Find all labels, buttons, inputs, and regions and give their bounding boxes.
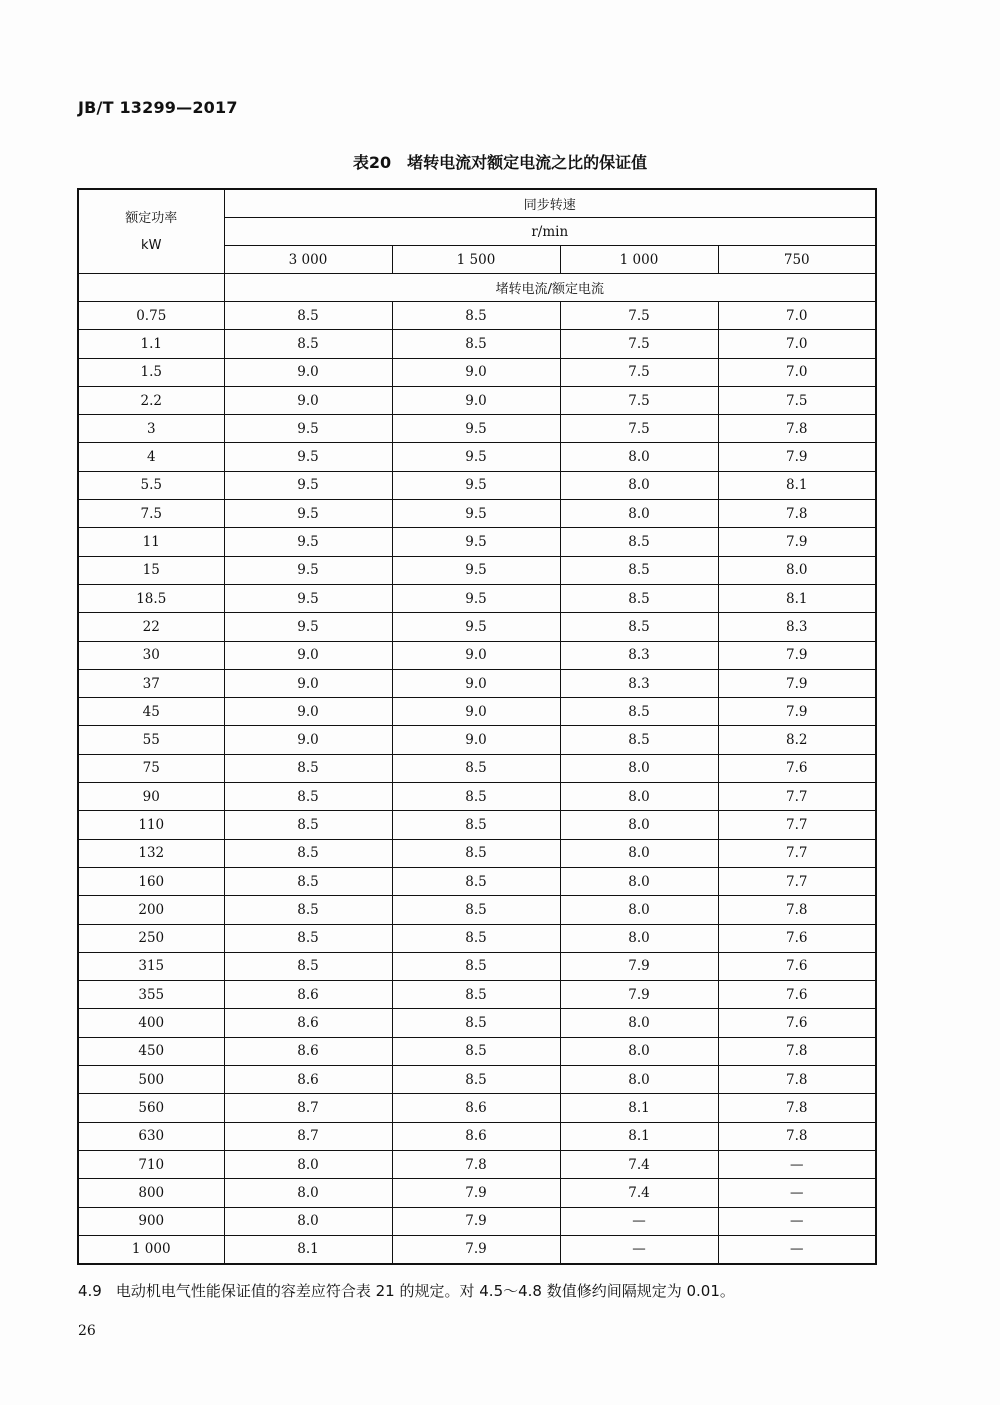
ratio-cell: 7.7 bbox=[718, 839, 876, 867]
table-row bbox=[78, 981, 876, 1009]
table-row bbox=[78, 1066, 876, 1094]
ratio-cell: 8.6 bbox=[224, 1037, 392, 1065]
ratio-cell: 7.4 bbox=[560, 1150, 718, 1178]
power-cell: 630 bbox=[78, 1122, 224, 1150]
ratio-cell: 8.1 bbox=[224, 1235, 392, 1264]
ratio-cell: 7.7 bbox=[718, 811, 876, 839]
ratio-cell: 7.7 bbox=[718, 783, 876, 811]
ratio-cell: 7.8 bbox=[718, 415, 876, 443]
power-unit: kW bbox=[141, 237, 162, 253]
ratio-cell: 7.9 bbox=[392, 1179, 560, 1207]
ratio-cell: 9.5 bbox=[224, 443, 392, 471]
power-header-cell bbox=[78, 189, 224, 274]
ratio-cell: 9.5 bbox=[224, 500, 392, 528]
ratio-cell: 7.9 bbox=[392, 1235, 560, 1264]
ratio-cell: 8.5 bbox=[224, 952, 392, 980]
table-row bbox=[78, 613, 876, 641]
power-cell: 400 bbox=[78, 1009, 224, 1037]
table-row bbox=[78, 811, 876, 839]
ratio-cell: 9.0 bbox=[392, 358, 560, 386]
power-cell: 0.75 bbox=[78, 302, 224, 330]
ratio-cell: 7.0 bbox=[718, 330, 876, 358]
ratio-cell: 8.0 bbox=[560, 443, 718, 471]
power-cell: 110 bbox=[78, 811, 224, 839]
table-row bbox=[78, 783, 876, 811]
ratio-cell: 8.0 bbox=[560, 783, 718, 811]
ratio-cell: 9.5 bbox=[392, 584, 560, 612]
ratio-cell: — bbox=[718, 1150, 876, 1178]
ratio-cell: 9.0 bbox=[224, 726, 392, 754]
table-row bbox=[78, 330, 876, 358]
ratio-cell: 9.0 bbox=[224, 698, 392, 726]
ratio-cell: 9.5 bbox=[392, 415, 560, 443]
table-row bbox=[78, 726, 876, 754]
ratio-cell: 8.5 bbox=[392, 896, 560, 924]
speed-col-header: 3 000 bbox=[224, 246, 392, 274]
ratio-cell: 8.0 bbox=[560, 1009, 718, 1037]
ratio-cell: 8.0 bbox=[560, 896, 718, 924]
ratio-cell: 7.9 bbox=[560, 952, 718, 980]
ratio-cell: — bbox=[718, 1179, 876, 1207]
ratio-cell: 8.5 bbox=[392, 302, 560, 330]
ratio-cell: 9.0 bbox=[392, 386, 560, 414]
power-cell: 15 bbox=[78, 556, 224, 584]
ratio-cell: 8.1 bbox=[718, 471, 876, 499]
ratio-cell: 7.9 bbox=[560, 981, 718, 1009]
ratio-cell: 7.8 bbox=[718, 1066, 876, 1094]
clause-text: 电动机电气性能保证值的容差应符合表 21 的规定。对 4.5～4.8 数值修约间隔规定为 0.01。 bbox=[115, 1282, 735, 1300]
ratio-cell: 8.6 bbox=[392, 1094, 560, 1122]
ratio-cell: — bbox=[718, 1235, 876, 1264]
ratio-cell: 8.5 bbox=[392, 839, 560, 867]
ratio-cell: 7.8 bbox=[392, 1150, 560, 1178]
speed-unit: r/min bbox=[224, 218, 876, 246]
ratio-cell: 8.6 bbox=[224, 981, 392, 1009]
ratio-cell: 8.0 bbox=[560, 500, 718, 528]
power-cell: 30 bbox=[78, 641, 224, 669]
page-number: 26 bbox=[78, 1323, 96, 1339]
ratio-cell: 9.5 bbox=[392, 500, 560, 528]
ratio-cell: 8.7 bbox=[224, 1122, 392, 1150]
power-cell: 560 bbox=[78, 1094, 224, 1122]
ratio-cell: 7.5 bbox=[560, 302, 718, 330]
ratio-cell: — bbox=[560, 1235, 718, 1264]
power-cell: 160 bbox=[78, 867, 224, 895]
ratio-cell: 9.5 bbox=[392, 471, 560, 499]
ratio-cell: 8.5 bbox=[392, 1037, 560, 1065]
ratio-cell: 8.5 bbox=[392, 952, 560, 980]
ratio-cell: 9.5 bbox=[392, 443, 560, 471]
ratio-cell: 8.5 bbox=[392, 981, 560, 1009]
ratio-cell: 8.5 bbox=[224, 896, 392, 924]
power-cell: 500 bbox=[78, 1066, 224, 1094]
ratio-cell: 8.2 bbox=[718, 726, 876, 754]
ratio-cell: 9.0 bbox=[392, 641, 560, 669]
power-cell: 90 bbox=[78, 783, 224, 811]
ratio-cell: 9.5 bbox=[224, 528, 392, 556]
power-cell: 4 bbox=[78, 443, 224, 471]
ratio-cell: 8.5 bbox=[392, 330, 560, 358]
table-row bbox=[78, 924, 876, 952]
ratio-cell: 7.8 bbox=[718, 1122, 876, 1150]
ratio-cell: 9.5 bbox=[392, 528, 560, 556]
ratio-cell: 7.6 bbox=[718, 754, 876, 782]
table-row bbox=[78, 358, 876, 386]
power-cell: 45 bbox=[78, 698, 224, 726]
ratio-cell: 8.5 bbox=[224, 867, 392, 895]
ratio-cell: 8.5 bbox=[392, 867, 560, 895]
power-cell: 75 bbox=[78, 754, 224, 782]
ratio-cell: 7.8 bbox=[718, 1037, 876, 1065]
ratio-cell: 8.0 bbox=[718, 556, 876, 584]
power-cell: 132 bbox=[78, 839, 224, 867]
table-row bbox=[78, 1094, 876, 1122]
ratio-cell: 8.0 bbox=[560, 867, 718, 895]
power-cell: 18.5 bbox=[78, 584, 224, 612]
table-row bbox=[78, 669, 876, 697]
ratio-cell: 8.5 bbox=[560, 584, 718, 612]
table-row bbox=[78, 698, 876, 726]
ratio-cell: 9.5 bbox=[392, 556, 560, 584]
ratio-cell: 8.1 bbox=[718, 584, 876, 612]
power-cell: 37 bbox=[78, 669, 224, 697]
power-cell: 2.2 bbox=[78, 386, 224, 414]
power-cell: 250 bbox=[78, 924, 224, 952]
table-row bbox=[78, 867, 876, 895]
ratio-cell: 7.9 bbox=[718, 669, 876, 697]
ratio-cell: 8.5 bbox=[560, 698, 718, 726]
table-row bbox=[78, 528, 876, 556]
ratio-cell: 8.0 bbox=[224, 1207, 392, 1235]
ratio-cell: 9.0 bbox=[224, 358, 392, 386]
table-row bbox=[78, 1207, 876, 1235]
ratio-cell: 9.5 bbox=[392, 613, 560, 641]
table-body bbox=[78, 302, 876, 1265]
ratio-cell: 8.3 bbox=[560, 641, 718, 669]
ratio-cell: 9.5 bbox=[224, 584, 392, 612]
table-row bbox=[78, 1179, 876, 1207]
ratio-cell: 7.8 bbox=[718, 896, 876, 924]
power-cell: 900 bbox=[78, 1207, 224, 1235]
ratio-cell: 8.5 bbox=[392, 811, 560, 839]
ratio-cell: 7.5 bbox=[718, 386, 876, 414]
ratio-cell: 8.5 bbox=[224, 839, 392, 867]
ratio-cell: 7.6 bbox=[718, 924, 876, 952]
ratio-cell: 7.9 bbox=[718, 641, 876, 669]
ratio-cell: 7.0 bbox=[718, 358, 876, 386]
ratio-cell: 9.0 bbox=[224, 669, 392, 697]
power-cell: 7.5 bbox=[78, 500, 224, 528]
power-cell: 55 bbox=[78, 726, 224, 754]
ratio-cell: 7.6 bbox=[718, 1009, 876, 1037]
power-cell: 315 bbox=[78, 952, 224, 980]
ratio-cell: 7.0 bbox=[718, 302, 876, 330]
table-row bbox=[78, 500, 876, 528]
speed-label: 同步转速 bbox=[224, 189, 876, 218]
ratio-cell: 7.5 bbox=[560, 330, 718, 358]
power-cell: 5.5 bbox=[78, 471, 224, 499]
power-cell: 800 bbox=[78, 1179, 224, 1207]
table-row bbox=[78, 1037, 876, 1065]
speed-col-header: 1 000 bbox=[560, 246, 718, 274]
ratio-cell: 8.5 bbox=[392, 754, 560, 782]
ratio-cell: 8.3 bbox=[560, 669, 718, 697]
locked-current-ratio-table bbox=[77, 188, 877, 1265]
power-header-spacer bbox=[78, 274, 224, 302]
ratio-cell: 9.5 bbox=[224, 415, 392, 443]
clause-4-9 bbox=[78, 1280, 735, 1301]
table-caption: 表20 堵转电流对额定电流之比的保证值 bbox=[352, 153, 648, 172]
ratio-cell: 9.0 bbox=[392, 726, 560, 754]
ratio-cell: 9.0 bbox=[392, 698, 560, 726]
ratio-cell: 8.1 bbox=[560, 1122, 718, 1150]
ratio-cell: — bbox=[560, 1207, 718, 1235]
ratio-cell: 9.0 bbox=[392, 669, 560, 697]
ratio-cell: 7.9 bbox=[718, 443, 876, 471]
ratio-cell: 8.0 bbox=[560, 924, 718, 952]
ratio-cell: 7.6 bbox=[718, 952, 876, 980]
power-cell: 200 bbox=[78, 896, 224, 924]
ratio-cell: 8.0 bbox=[560, 811, 718, 839]
ratio-cell: 9.0 bbox=[224, 386, 392, 414]
table-row bbox=[78, 1009, 876, 1037]
ratio-cell: 8.0 bbox=[224, 1150, 392, 1178]
power-cell: 1.5 bbox=[78, 358, 224, 386]
table-row bbox=[78, 386, 876, 414]
ratio-cell: 8.5 bbox=[224, 811, 392, 839]
table-row bbox=[78, 556, 876, 584]
ratio-cell: 8.5 bbox=[560, 556, 718, 584]
ratio-cell: 8.1 bbox=[560, 1094, 718, 1122]
ratio-cell: 7.5 bbox=[560, 358, 718, 386]
ratio-cell: 7.7 bbox=[718, 867, 876, 895]
ratio-cell: 7.9 bbox=[392, 1207, 560, 1235]
ratio-cell: 8.5 bbox=[392, 783, 560, 811]
table-row bbox=[78, 754, 876, 782]
clause-number: 4.9 bbox=[78, 1282, 102, 1300]
ratio-cell: 8.6 bbox=[224, 1009, 392, 1037]
power-label: 额定功率 bbox=[125, 210, 178, 226]
ratio-cell: 7.9 bbox=[718, 698, 876, 726]
ratio-cell: 8.7 bbox=[224, 1094, 392, 1122]
power-cell: 3 bbox=[78, 415, 224, 443]
table-row bbox=[78, 1150, 876, 1178]
ratio-cell: 7.5 bbox=[560, 386, 718, 414]
table-row bbox=[78, 839, 876, 867]
power-cell: 11 bbox=[78, 528, 224, 556]
ratio-cell: 8.6 bbox=[224, 1066, 392, 1094]
ratio-cell: 8.0 bbox=[560, 839, 718, 867]
ratio-cell: 8.5 bbox=[560, 613, 718, 641]
table-row bbox=[78, 302, 876, 330]
ratio-cell: 8.0 bbox=[560, 1066, 718, 1094]
ratio-cell: 8.5 bbox=[224, 924, 392, 952]
table-row bbox=[78, 1122, 876, 1150]
speed-col-header: 1 500 bbox=[392, 246, 560, 274]
table-row bbox=[78, 1235, 876, 1264]
ratio-cell: 8.5 bbox=[224, 302, 392, 330]
power-cell: 355 bbox=[78, 981, 224, 1009]
ratio-cell: 7.8 bbox=[718, 1094, 876, 1122]
ratio-cell: 9.5 bbox=[224, 613, 392, 641]
ratio-cell: 7.4 bbox=[560, 1179, 718, 1207]
ratio-cell: 8.3 bbox=[718, 613, 876, 641]
ratio-cell: — bbox=[718, 1207, 876, 1235]
power-cell: 1.1 bbox=[78, 330, 224, 358]
table-row bbox=[78, 952, 876, 980]
table-row bbox=[78, 443, 876, 471]
power-cell: 22 bbox=[78, 613, 224, 641]
ratio-label: 堵转电流/额定电流 bbox=[224, 274, 876, 302]
table-row bbox=[78, 471, 876, 499]
table-row bbox=[78, 641, 876, 669]
ratio-cell: 9.5 bbox=[224, 556, 392, 584]
ratio-cell: 8.0 bbox=[560, 1037, 718, 1065]
ratio-cell: 9.0 bbox=[224, 641, 392, 669]
ratio-cell: 8.5 bbox=[560, 726, 718, 754]
ratio-cell: 8.0 bbox=[224, 1179, 392, 1207]
ratio-cell: 8.6 bbox=[392, 1122, 560, 1150]
ratio-cell: 8.0 bbox=[560, 754, 718, 782]
ratio-cell: 7.9 bbox=[718, 528, 876, 556]
ratio-cell: 8.5 bbox=[392, 924, 560, 952]
power-cell: 450 bbox=[78, 1037, 224, 1065]
ratio-cell: 8.5 bbox=[224, 330, 392, 358]
ratio-cell: 8.5 bbox=[560, 528, 718, 556]
power-cell: 1 000 bbox=[78, 1235, 224, 1264]
table-row bbox=[78, 415, 876, 443]
ratio-cell: 8.0 bbox=[560, 471, 718, 499]
standard-code: JB/T 13299—2017 bbox=[78, 98, 238, 117]
table-row bbox=[78, 584, 876, 612]
ratio-cell: 8.5 bbox=[224, 783, 392, 811]
ratio-cell: 8.5 bbox=[392, 1066, 560, 1094]
ratio-cell: 7.8 bbox=[718, 500, 876, 528]
table-row bbox=[78, 896, 876, 924]
ratio-cell: 8.5 bbox=[392, 1009, 560, 1037]
ratio-cell: 8.5 bbox=[224, 754, 392, 782]
ratio-cell: 7.5 bbox=[560, 415, 718, 443]
speed-col-header: 750 bbox=[718, 246, 876, 274]
power-cell: 710 bbox=[78, 1150, 224, 1178]
ratio-cell: 7.6 bbox=[718, 981, 876, 1009]
ratio-cell: 9.5 bbox=[224, 471, 392, 499]
